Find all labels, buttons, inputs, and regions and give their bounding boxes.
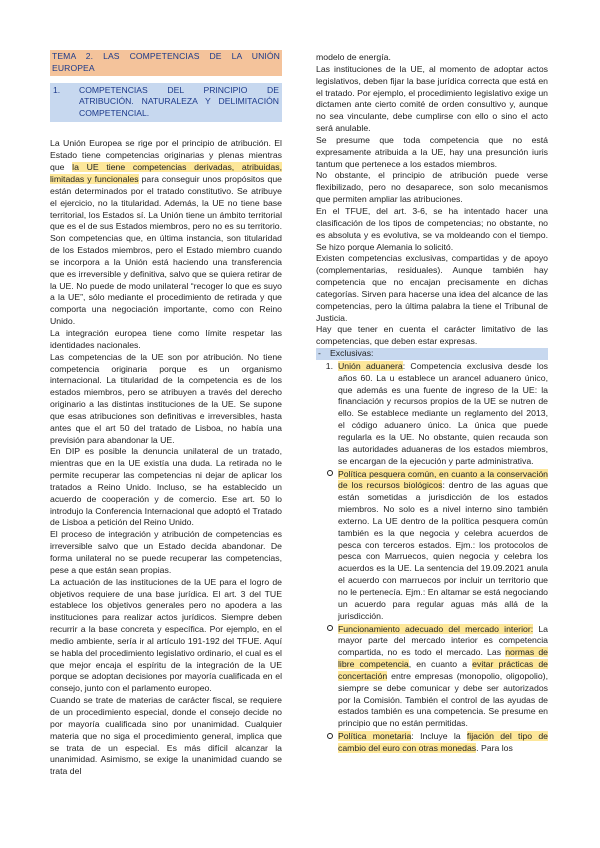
paragraph: No obstante, el principio de atribución puede verse flexibilizado, pero no desaparece, son solo mecanismos que permiten ampliar las atribuciones. [316, 170, 548, 205]
highlight: Unión aduanera [338, 360, 403, 371]
paragraph: Hay que tener en cuenta el carácter limitativo de las competencias, que deben estar expresas. [316, 324, 548, 347]
highlight: normas de libre competencia [338, 647, 549, 670]
chapter-title: TEMA 2. LAS COMPETENCIAS DE LA UNIÓN EUROPEA [50, 50, 282, 76]
paragraph: Las competencias de la UE son por atribución. No tiene competencia originaria porque es un organismo internacional. La titularidad de la competencia es de los estados miembros, pero se atribuyen a través del derecho originario a las distintas instituciones de la UE. Se supone que esas atribuciones son definitivas e irreversibles, hasta antes que el art 50 del tratado de Lisboa, no había una previsión para abandonar la UE. [50, 351, 282, 445]
list-item: 1. Unión aduanera: Competencia exclusiva desde los años 60. La u establece un arancel aduanero único, que además es una fuente de ingreso de la UE: la financiación y recursos propios de la UE se nutren de ello. Se establece mediante un reglamento del 2013, el código aduanero único. La única que puede regularla es la UE. No obstante, quien recauda son las autoridades aduaneras de los estados miembros, se encargan de la ejecución y parte administrativa. [316, 361, 548, 468]
dash-bullet: - [318, 348, 321, 359]
highlight: evitar prácticas de concertación [338, 659, 549, 681]
list-heading-label: Exclusivas: [330, 348, 374, 359]
paragraph: La Unión Europea se rige por el principio de atribución. El Estado tiene competencias originarias y plenas mientras que la UE tiene competencias derivadas, atribuidas, limitadas y funcionales para conseguir unos propósitos que están determinados por el tratado constitutivo. Se atribuye el ejercicio, no la titularidad. Además, la UE no tiene base territorial, los Estados sí. La Unión tiene un ámbito territorial que es el de sus Estados miembros, pero no es su territorio. Son competencias que, en última instancia, son titularidad de los Estados miembros, pero el Estado miembro cuando se incorpora a la Unión está haciendo una transferencia que es irreversible y definitiva, salvo que se quiera retirar de la UE. No puede de modo unilateral “recoger lo que es suyo a la UE”, sólo mediante el procedimiento de retirada y que comporta una negociación importante, como con Reino Unido. [50, 138, 282, 327]
circle-bullet-icon [327, 470, 333, 476]
list-heading [316, 348, 548, 360]
highlight: Política monetaria [338, 731, 412, 742]
list-item: Política pesquera común, en cuanto a la conservación de los recursos biológicos: dentro de las aguas que están sometidas a jurisdicción de los estados miembros. No solo es a nivel interno sino también externo. La UE dentro de la política pesquera común también es la que negocia y celebra acuerdos de pesca con terceros estados. Ejm.: los protocolos de pesca con Marruecos, quien negocia y celebra los acuerdos es la UE. La sentencia del 19.09.2021 anula el acuerdo con marruecos por incluir un territorio que no le pertenecía. Ejm.: En altamar se está negociando un acuerdo para regular aguas más allá de la jurisdicción. [316, 469, 548, 623]
paragraph: La integración europea tiene como límite respetar las identidades nacionales. [50, 327, 282, 350]
paragraph: La actuación de las instituciones de la UE para el logro de objetivos requiere de una base jurídica. El art. 3 del TUE establece los objetivos generales pero no apodera a las instituciones para realizar actos jurídicos. Siempre deben recurrir a la base concreta y específica. Por ejemplo, en el medio ambiente, sería ir al artículo 191-192 del TFUE. Aquí se habla del procedimiento legislativo ordinario, el cual es el que mejor encaja el espíritu de la integración de la UE porque se adoptan decisiones por mayoría cualificada en el consejo, junto con el parlamento europeo. [50, 576, 282, 694]
highlight: Política pesquera común, en cuanto a la conservación de los recursos biológicos [338, 468, 548, 491]
paragraph: El proceso de integración y atribución de competencias es irreversible salvo que un Estado decida abandonar. De forma unilateral no se puede recuperar las competencias, pese a que están sean propias. [50, 529, 282, 575]
highlight: la UE tiene competencias derivadas, atribuidas, limitadas y funcionales [50, 162, 282, 184]
section-title: COMPETENCIAS DEL PRINCIPIO DE ATRIBUCIÓN. NATURALEZA Y DELIMITACIÓN COMPETENCIAL. [79, 84, 279, 118]
highlight: fijación del tipo de cambio del euro con otras monedas [338, 731, 548, 753]
highlight: Funcionamiento adecuado del mercado interior: [338, 623, 534, 634]
paragraph: Las instituciones de la UE, al momento de adoptar actos legislativos, deben fijar la base jurídica correcta que está en el tratado. Por ejemplo, el procedimiento legislativo exige un dictamen ante cierto comité de orden consultivo y, aunque no sea vinculante, debe cumplirse con ello o sino el acto será anulable. [316, 63, 548, 134]
paragraph: modelo de energía. [316, 52, 391, 62]
left-column [50, 50, 282, 778]
paragraph: En el TFUE, del art. 3-6, se ha intentado hacer una clasificación de los tipos de competencias; no obstante, no es absoluta y es evolutiva, se va moldeando con el tiempo. Se hizo porque Alemania lo solicitó. [316, 205, 548, 252]
item-number: 1. [325, 360, 333, 371]
paragraph: Se presume que toda competencia que no está expresamente atribuida a la UE, hay una presunción iuris tantum que pertenece a los estados miembros. [316, 134, 548, 169]
list-item: Política monetaria: Incluye la fijación del tipo de cambio del euro con otras monedas. Para los [316, 731, 548, 755]
circle-bullet-icon [327, 625, 333, 631]
section-number: 1. [53, 84, 61, 95]
paragraph: Cuando se trate de materias de carácter fiscal, se requiere de un procedimiento especial, donde el consejo decide no por mayoría cualificada sino por unanimidad. Cualquier materia que no siga el procedimiento general, implica que se trata de un especial. Es más difícil alcanzar la unanimidad. Asimismo, se exige la unanimidad cuando se trata del [50, 695, 282, 777]
section-heading [50, 83, 282, 123]
circle-bullet-icon [327, 733, 333, 739]
right-column [316, 52, 548, 756]
paragraph: En DIP es posible la denuncia unilateral de un tratado, mientras que en la UE existía una duda. La retirada no le permite recuperar las competencias ni dejar de aplicar los tratados a Reino Unido. Incluso, se ha establecido un acuerdo de cooperación y de comercio. Ese art. 50 lo introdujo la Conferencia Internacional que adoptó el Tratado de Lisboa a petición del Reino Unido. [50, 446, 282, 528]
list-item: Funcionamiento adecuado del mercado interior: La mayor parte del mercado interior es competencia compartida, no es todo el mercado. Las normas de libre competencia, en cuanto a evitar prácticas de concertación entre empresas (monopolio, oligopolio), siempre se debe comunicar y debe ser autorizados por la Comisión. También el control de las ayudas de estados también es una competencia. Se presume en principio que no están permitidas. [316, 624, 548, 731]
paragraph: Existen competencias exclusivas, compartidas y de apoyo (complementarias, residuales). Aunque también hay competencia que no encajan precisamente en dichas categorías. Sirven para hacerse una idea del alcance de las competencias, pero la última palabra la tiene el Tribunal de Justicia. [316, 253, 548, 323]
